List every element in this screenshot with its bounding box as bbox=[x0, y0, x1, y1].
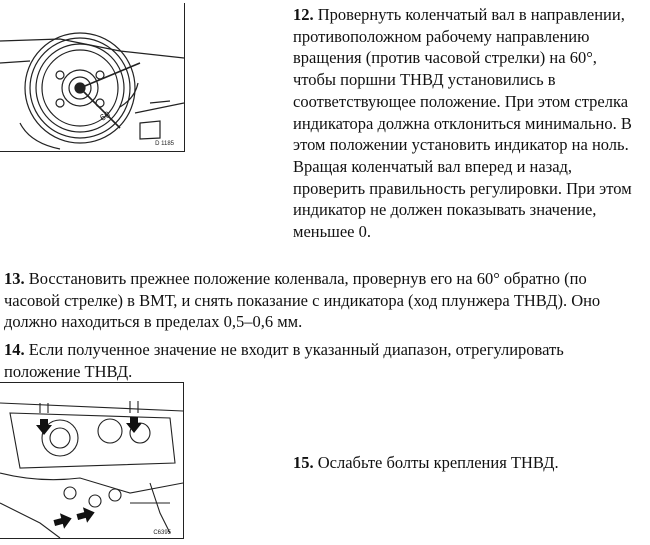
step-number: 15. bbox=[293, 453, 314, 472]
step-15 bbox=[293, 452, 643, 474]
step-13 bbox=[4, 268, 644, 333]
crankshaft-pulley-drawing bbox=[0, 3, 184, 151]
figure-code: C6395 bbox=[153, 530, 171, 536]
injection-pump-drawing bbox=[0, 383, 183, 538]
crankshaft-pulley-figure bbox=[0, 3, 185, 152]
angle-label: 60 bbox=[98, 109, 112, 123]
step-number: 14. bbox=[4, 340, 25, 359]
step-12 bbox=[293, 4, 643, 243]
step-number: 13. bbox=[4, 269, 25, 288]
step-text: Если полученное значение не входит в указанный диапазон, отрегулировать положение ТНВД. bbox=[4, 340, 564, 381]
step-text: Провернуть коленчатый вал в направлении, противоположном рабочему направлению вращения (против часовой стрелки) на 60°, чтобы поршни ТНВД установились в соответствующее положение. При этом стрелка индикатора должна отклониться минимально. В этом положении установить индикатор на ноль. Вращая коленчатый вал вперед и назад, проверить правильность регулировки. При этом индикатор не должен показывать значение, меньшее 0. bbox=[293, 5, 632, 242]
figure-code: D 1185 bbox=[155, 141, 174, 147]
step-text: Восстановить прежнее положение коленвала, провернув его на 60° обратно (по часовой стрелке) в ВМТ, и снять показание с индикатора (ход плунжера ТНВД). Оно должно находиться в пределах 0,5–0,6 мм. bbox=[4, 269, 601, 332]
step-number: 12. bbox=[293, 5, 314, 24]
step-14 bbox=[4, 339, 644, 382]
injection-pump-figure bbox=[0, 382, 184, 539]
step-text: Ослабьте болты крепления ТНВД. bbox=[313, 453, 559, 472]
